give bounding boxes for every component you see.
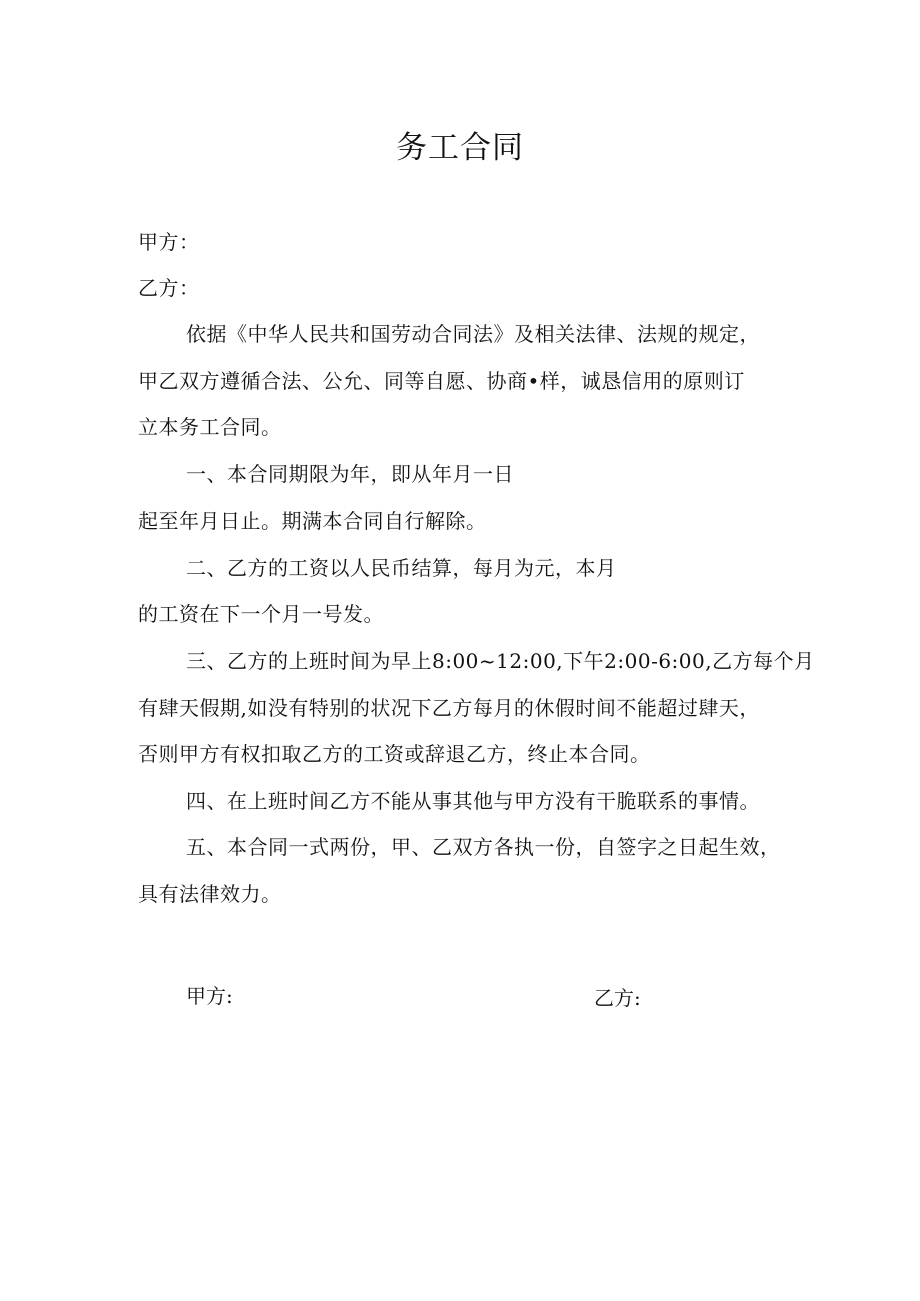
party-a-header: 甲方： [138,230,200,254]
signature-party-b: 乙方: [594,986,641,1010]
clause5-line-2: 具有法律效力。 [138,882,282,906]
clause3-line-3: 否则甲方有权扣取乙方的工资或辞退乙方，终止本合同。 [138,742,651,766]
clause1-line-2: 起至年月日止。期满本合同自行解除。 [138,509,487,533]
signature-party-a: 甲方: [186,984,233,1008]
intro-line-2: 甲乙双方遵循合法、公允、同等自愿、协商•样，诚恳信用的原则订 [138,369,745,393]
clause4-line-1: 四、在上班时间乙方不能从事其他与甲方没有干脆联系的事情。 [186,789,760,813]
clause3-line-1: 三、乙方的上班时间为早上8:00~12:00,下午2:00-6:00,乙方每个月 [186,649,815,673]
clause5-line-1: 五、本合同一式两份，甲、乙双方各执一份，自签字之日起生效， [186,835,781,859]
document-title: 务工合同 [396,130,524,166]
clause3-line-2: 有肆天假期,如没有特别的状况下乙方每月的休假时间不能超过肆天， [138,696,760,720]
clause2-line-2: 的工资在下一个月一号发。 [138,602,384,626]
intro-line-3: 立本务工合同。 [138,415,282,439]
clause2-line-1: 二、乙方的工资以人民币结算，每月为元，本月 [186,556,617,580]
intro-line-1: 依据《中华人民共和国劳动合同法》及相关法律、法规的规定， [186,322,760,346]
party-b-header: 乙方： [138,276,200,300]
clause1-line-1: 一、本合同期限为年，即从年月一日 [186,462,514,486]
